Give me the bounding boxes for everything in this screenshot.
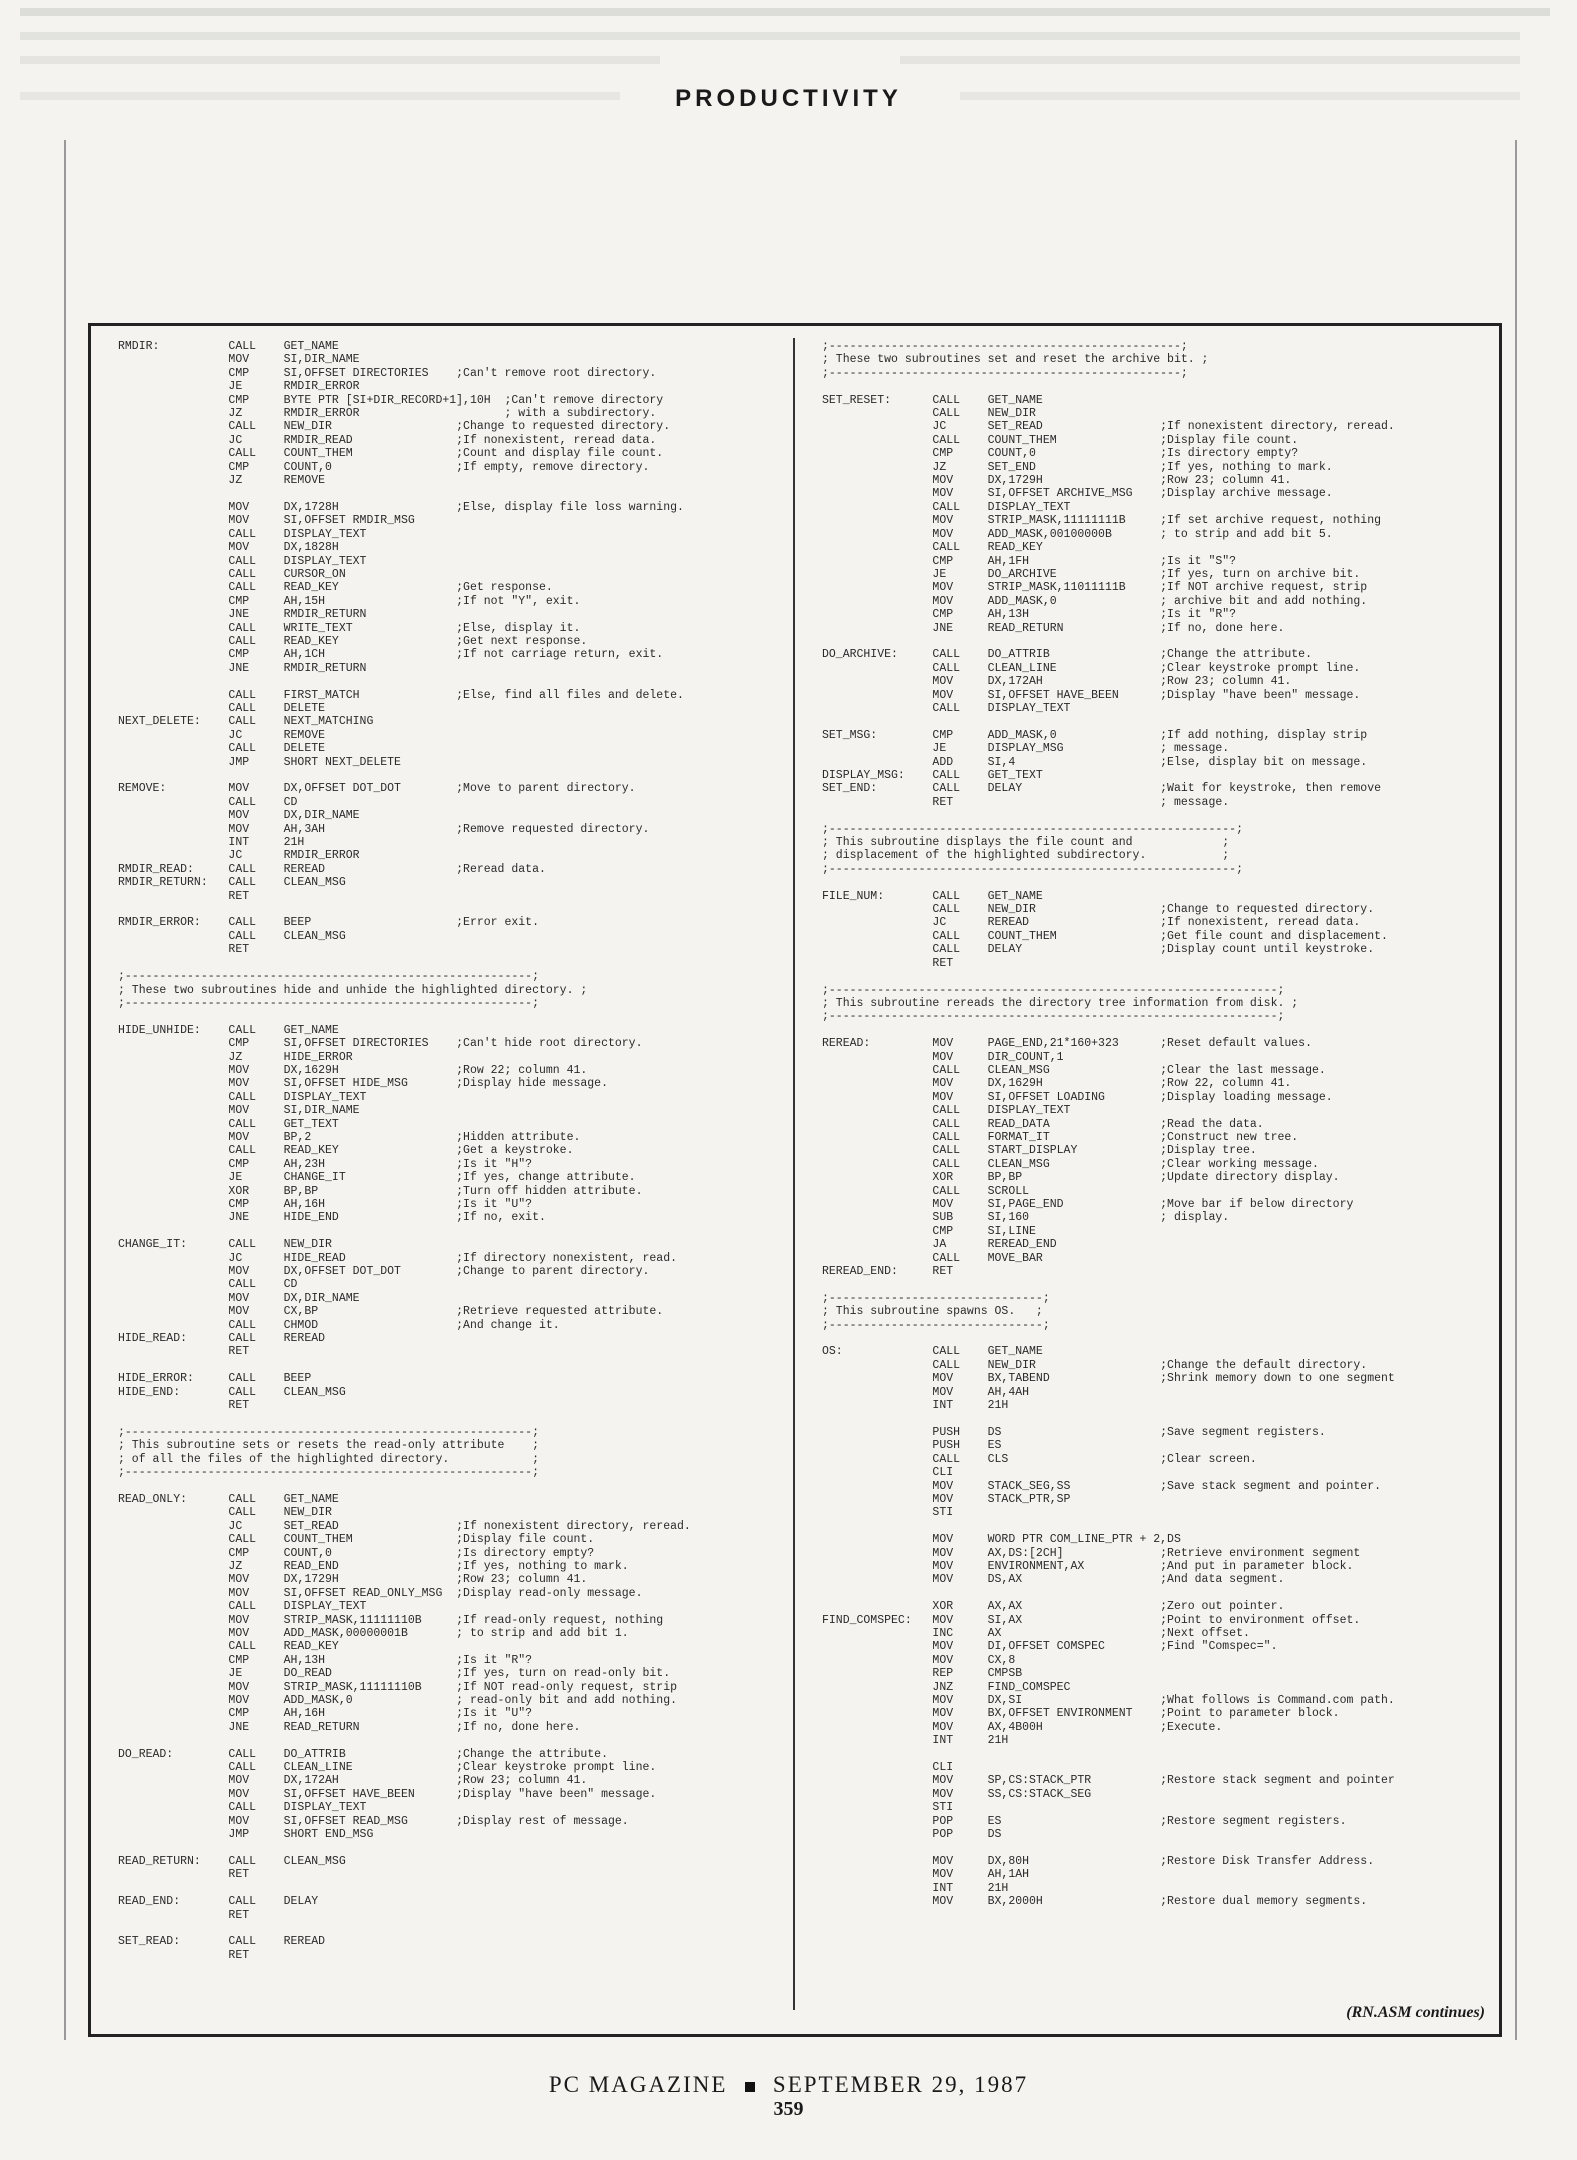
code-line: OS: CALL GET_NAME — [822, 1345, 1043, 1359]
code-line: CALL CHMOD ;And change it. — [118, 1318, 560, 1332]
code-line: CMP COUNT,0 ;Is directory empty? — [822, 447, 1299, 461]
code-line: MOV SI,OFFSET HAVE_BEEN ;Display "have been" message. — [118, 1787, 657, 1801]
code-line: MOV WORD PTR COM_LINE_PTR + 2,DS — [822, 1533, 1181, 1547]
code-line: MOV STRIP_MASK,11111111B ;If set archive request, nothing — [822, 514, 1381, 528]
code-line — [822, 635, 1494, 648]
code-line: MOV SI,DIR_NAME — [118, 353, 360, 367]
code-line: MOV SS,CS:STACK_SEG — [822, 1787, 1092, 1801]
issue-date: SEPTEMBER 29, 1987 — [772, 2072, 1029, 2097]
code-line: SET_MSG: CMP ADD_MASK,0 ;If add nothing, display strip — [822, 728, 1368, 742]
code-line — [822, 1587, 1494, 1600]
code-line: MOV CX,BP ;Retrieve requested attribute. — [118, 1305, 664, 1319]
code-line: CALL CLEAN_MSG ;Clear the last message. — [822, 1063, 1326, 1077]
code-line: CALL READ_KEY — [822, 541, 1043, 555]
code-line: CALL DISPLAY_TEXT — [118, 554, 367, 568]
code-line: HIDE_UNHIDE: CALL GET_NAME — [118, 1023, 339, 1037]
code-line: MOV SI,PAGE_END ;Move bar if below directory — [822, 1198, 1354, 1211]
code-line: CALL START_DISPLAY ;Display tree. — [822, 1144, 1257, 1158]
code-line: ; This subroutine rereads the directory tree information from disk. ; — [822, 996, 1299, 1010]
code-line: CALL GET_TEXT — [118, 1117, 339, 1131]
code-line — [822, 970, 1494, 983]
code-line: PUSH DS ;Save segment registers. — [822, 1425, 1326, 1439]
code-line: JE RMDIR_ERROR — [118, 380, 360, 394]
code-line: INT 21H — [822, 1399, 1009, 1413]
code-line: REREAD: MOV PAGE_END,21*160+323 ;Reset default values. — [822, 1037, 1312, 1051]
code-line: CALL READ_KEY ;Get response. — [118, 581, 553, 595]
code-line: CALL NEW_DIR ;Change to requested directory. — [822, 903, 1375, 917]
code-line: MOV ADD_MASK,0 ; read-only bit and add nothing. — [118, 1694, 677, 1708]
code-line: CALL MOVE_BAR — [822, 1251, 1043, 1265]
code-line — [118, 903, 778, 916]
code-line: CMP BYTE PTR [SI+DIR_RECORD+1],10H ;Can't remove directory — [118, 393, 664, 407]
code-line — [118, 675, 778, 688]
bullet-icon — [745, 2082, 755, 2092]
code-line: CMP COUNT,0 ;If empty, remove directory. — [118, 460, 650, 474]
code-line: CALL COUNT_THEM ;Display file count. — [118, 1533, 595, 1547]
code-line — [822, 1413, 1494, 1426]
code-line: JMP SHORT NEXT_DELETE — [118, 755, 401, 769]
code-line — [118, 1922, 778, 1935]
column-divider — [793, 338, 795, 2010]
code-line — [822, 1332, 1494, 1345]
code-line: CALL CLEAN_MSG ;Clear working message. — [822, 1157, 1319, 1171]
code-line: RMDIR_ERROR: CALL BEEP ;Error exit. — [118, 916, 539, 930]
code-line: FIND_COMSPEC: MOV SI,AX ;Point to environment offset. — [822, 1613, 1361, 1627]
code-line: ; This subroutine displays the file count and ; — [822, 836, 1230, 850]
code-line: CLI — [822, 1466, 954, 1480]
code-line: CALL DELETE — [118, 742, 326, 756]
section-header: PRODUCTIVITY — [675, 85, 902, 112]
code-line: HIDE_END: CALL CLEAN_MSG — [118, 1385, 346, 1399]
code-line: MOV STRIP_MASK,11011111B ;If NOT archive request, strip — [822, 581, 1368, 595]
code-line — [822, 1278, 1494, 1291]
code-line — [118, 487, 778, 500]
code-line: MOV BX,OFFSET ENVIRONMENT ;Point to parameter block. — [822, 1707, 1340, 1721]
code-line: MOV CX,8 — [822, 1653, 1016, 1667]
code-line: JC RMDIR_ERROR — [118, 849, 360, 863]
code-line: MOV STRIP_MASK,11111110B ;If read-only request, nothing — [118, 1613, 664, 1627]
listing-column-left — [118, 340, 778, 2030]
code-line: JNE HIDE_END ;If no, exit. — [118, 1211, 546, 1225]
code-line: MOV DX,80H ;Restore Disk Transfer Address. — [822, 1854, 1375, 1868]
code-line: ;-----------------------------------------------------------; — [822, 822, 1243, 836]
code-line: CALL DISPLAY_TEXT — [118, 527, 367, 541]
code-line: POP DS — [822, 1828, 1002, 1842]
code-line: CALL COUNT_THEM ;Display file count. — [822, 433, 1299, 447]
code-line — [822, 1024, 1494, 1037]
code-line: ; This subroutine spawns OS. ; — [822, 1305, 1043, 1319]
code-line: RET — [118, 1868, 250, 1882]
code-line: RET — [822, 956, 954, 970]
code-line: JZ SET_END ;If yes, nothing to mark. — [822, 460, 1333, 474]
code-line: CALL CD — [118, 795, 298, 809]
code-line: RET — [118, 1908, 250, 1922]
code-line — [822, 380, 1494, 393]
code-line: ; of all the files of the highlighted directory. ; — [118, 1452, 539, 1466]
code-line: JNE RMDIR_RETURN — [118, 661, 367, 675]
code-line: CALL NEW_DIR ;Change to requested directory. — [118, 420, 671, 434]
code-line: RET — [118, 1345, 250, 1359]
code-line: PUSH ES — [822, 1439, 1002, 1453]
code-line: HIDE_READ: CALL REREAD — [118, 1332, 326, 1346]
code-line: MOV DX,DIR_NAME — [118, 809, 360, 823]
code-line: CALL CLEAN_LINE ;Clear keystroke prompt line. — [822, 661, 1361, 675]
code-line — [118, 1842, 778, 1855]
code-line: ;-----------------------------------------------------------; — [118, 1425, 539, 1439]
code-line: MOV DX,172AH ;Row 23; column 41. — [118, 1774, 588, 1788]
code-line: CMP AH,16H ;Is it "U"? — [118, 1198, 533, 1211]
code-line: CALL CLS ;Clear screen. — [822, 1452, 1257, 1466]
code-line: DO_READ: CALL DO_ATTRIB ;Change the attribute. — [118, 1747, 608, 1761]
code-line: MOV DX,1629H ;Row 22, column 41. — [822, 1077, 1292, 1091]
code-line: ; These two subroutines hide and unhide the highlighted directory. ; — [118, 983, 588, 997]
code-line: RMDIR: CALL GET_NAME — [118, 340, 339, 353]
code-line: MOV BP,2 ;Hidden attribute. — [118, 1130, 581, 1144]
code-line: CALL CURSOR_ON — [118, 567, 346, 581]
code-line: CALL FIRST_MATCH ;Else, find all files and delete. — [118, 688, 684, 702]
code-line: CMP AH,13H ;Is it "R"? — [118, 1653, 533, 1667]
code-line: CALL DISPLAY_TEXT — [822, 701, 1071, 715]
code-line: JNZ FIND_COMSPEC — [822, 1680, 1071, 1694]
code-line: JE CHANGE_IT ;If yes, change attribute. — [118, 1171, 636, 1185]
code-line: MOV SI,DIR_NAME — [118, 1104, 360, 1118]
code-line: CALL DISPLAY_TEXT — [118, 1600, 367, 1614]
code-line — [118, 1413, 778, 1426]
code-line: ;-----------------------------------------------------------------; — [822, 983, 1285, 997]
code-line: ;-------------------------------; — [822, 1318, 1050, 1332]
code-line: RET — [118, 889, 250, 903]
code-line: MOV ADD_MASK,00100000B ; to strip and add bit 5. — [822, 527, 1333, 541]
code-line — [118, 1359, 778, 1372]
code-line: JE DO_ARCHIVE ;If yes, turn on archive bit. — [822, 567, 1361, 581]
code-line: MOV DX,1728H ;Else, display file loss warning. — [118, 500, 684, 514]
code-line: CALL DISPLAY_TEXT — [118, 1090, 367, 1104]
code-line: MOV DX,1629H ;Row 22; column 41. — [118, 1063, 588, 1077]
code-line — [118, 769, 778, 782]
code-line: INT 21H — [822, 1881, 1009, 1895]
code-line: JZ REMOVE — [118, 474, 326, 488]
code-line: JNE READ_RETURN ;If no, done here. — [118, 1720, 581, 1734]
code-line: CALL READ_KEY ;Get a keystroke. — [118, 1144, 574, 1158]
code-line: RET ; message. — [822, 795, 1230, 809]
code-line — [118, 1010, 778, 1023]
code-line: INT 21H — [118, 836, 305, 850]
code-line: INC AX ;Next offset. — [822, 1627, 1250, 1640]
code-line: CALL DISPLAY_TEXT — [822, 1104, 1071, 1118]
code-line: MOV BX,2000H ;Restore dual memory segments. — [822, 1895, 1368, 1909]
code-line: CMP SI,OFFSET DIRECTORIES ;Can't hide root directory. — [118, 1037, 643, 1051]
code-line: RET — [118, 943, 250, 957]
code-line: MOV AH,3AH ;Remove requested directory. — [118, 822, 650, 836]
code-line: CMP AH,16H ;Is it "U"? — [118, 1707, 533, 1721]
code-line: CMP AH,1FH ;Is it "S"? — [822, 554, 1237, 568]
margin-rule-left — [64, 140, 66, 2040]
code-line — [822, 876, 1494, 889]
code-line: JZ HIDE_ERROR — [118, 1050, 353, 1064]
code-line: MOV AH,4AH — [822, 1385, 1030, 1399]
margin-rule-right — [1515, 140, 1517, 2040]
code-line: JC REREAD ;If nonexistent, reread data. — [822, 916, 1361, 930]
code-line: MOV DX,OFFSET DOT_DOT ;Change to parent directory. — [118, 1265, 650, 1279]
code-line: REP CMPSB — [822, 1667, 1023, 1681]
code-line: CALL READ_KEY ;Get next response. — [118, 634, 588, 648]
magazine-name: PC MAGAZINE — [548, 2072, 728, 2097]
code-line: MOV STACK_SEG,SS ;Save stack segment and pointer. — [822, 1479, 1381, 1493]
code-line: CALL DELAY ;Display count until keystroke. — [822, 943, 1375, 957]
code-line: CMP AH,1CH ;If not carriage return, exit. — [118, 648, 664, 662]
code-line: JC REMOVE — [118, 728, 326, 742]
code-line: CALL NEW_DIR — [118, 1506, 332, 1520]
code-line: ;-----------------------------------------------------------; — [118, 970, 539, 984]
code-line: CALL NEW_DIR ;Change the default directory. — [822, 1358, 1368, 1372]
code-line: SET_END: CALL DELAY ;Wait for keystroke, then remove — [822, 782, 1381, 796]
code-line — [118, 1734, 778, 1747]
code-line: MOV SI,OFFSET LOADING ;Display loading message. — [822, 1090, 1333, 1104]
code-line: MOV DX,1828H — [118, 541, 339, 555]
code-line: SET_RESET: CALL GET_NAME — [822, 393, 1043, 407]
code-line: MOV AH,1AH — [822, 1868, 1030, 1882]
code-line: MOV AX,4B00H ;Execute. — [822, 1720, 1223, 1734]
code-line: JC SET_READ ;If nonexistent directory, reread. — [118, 1519, 691, 1533]
code-line: INT 21H — [822, 1734, 1009, 1748]
code-line: CMP COUNT,0 ;Is directory empty? — [118, 1546, 595, 1560]
code-line: HIDE_ERROR: CALL BEEP — [118, 1372, 312, 1386]
code-line: MOV STACK_PTR,SP — [822, 1492, 1071, 1506]
code-line: JNE READ_RETURN ;If no, done here. — [822, 621, 1285, 635]
code-line: STI — [822, 1506, 954, 1520]
code-line: ;---------------------------------------------------; — [822, 366, 1188, 380]
code-line: CALL DISPLAY_TEXT — [822, 500, 1071, 514]
code-line: ; This subroutine sets or resets the read-only attribute ; — [118, 1439, 539, 1453]
code-line: CALL WRITE_TEXT ;Else, display it. — [118, 621, 581, 635]
code-line: ;-----------------------------------------------------------; — [822, 862, 1243, 876]
code-line: CALL DELETE — [118, 701, 326, 715]
code-line: MOV STRIP_MASK,11111110B ;If NOT read-only request, strip — [118, 1680, 677, 1694]
code-line: SET_READ: CALL REREAD — [118, 1935, 326, 1949]
code-line — [822, 1842, 1494, 1855]
code-line: CALL COUNT_THEM ;Count and display file count. — [118, 447, 664, 461]
code-line: SUB SI,160 ; display. — [822, 1211, 1230, 1225]
code-line: JC RMDIR_READ ;If nonexistent, reread data. — [118, 433, 657, 447]
code-line: MOV DX,1729H ;Row 23; column 41. — [822, 474, 1292, 488]
listing-column-right — [822, 340, 1494, 2000]
code-line: CALL SCROLL — [822, 1184, 1030, 1198]
code-line: MOV ADD_MASK,0 ; archive bit and add nothing. — [822, 594, 1368, 608]
code-line: JE DISPLAY_MSG ; message. — [822, 742, 1230, 756]
code-line: JA REREAD_END — [822, 1238, 1057, 1252]
code-line: ; displacement of the highlighted subdirectory. ; — [822, 849, 1230, 863]
code-line: JC SET_READ ;If nonexistent directory, reread. — [822, 420, 1395, 434]
code-line: RMDIR_READ: CALL REREAD ;Reread data. — [118, 862, 546, 876]
code-line: MOV ADD_MASK,00000001B ; to strip and add bit 1. — [118, 1627, 629, 1640]
code-line — [118, 1882, 778, 1895]
code-line: ;-----------------------------------------------------------; — [118, 1466, 539, 1480]
code-line: JZ RMDIR_ERROR ; with a subdirectory. — [118, 407, 657, 421]
code-line: MOV DS,AX ;And data segment. — [822, 1573, 1285, 1587]
code-line — [118, 1480, 778, 1493]
code-line: CALL FORMAT_IT ;Construct new tree. — [822, 1130, 1299, 1144]
code-line: XOR AX,AX ;Zero out pointer. — [822, 1600, 1285, 1614]
code-line: ;-----------------------------------------------------------; — [118, 996, 539, 1010]
code-line: RMDIR_RETURN: CALL CLEAN_MSG — [118, 876, 346, 890]
code-line: CALL CD — [118, 1278, 298, 1292]
code-line: MOV DX,DIR_NAME — [118, 1291, 360, 1305]
code-line: MOV SI,OFFSET READ_ONLY_MSG ;Display read-only message. — [118, 1586, 643, 1600]
code-line — [118, 957, 778, 970]
page-footer — [0, 2072, 1577, 2098]
code-line: MOV DX,172AH ;Row 23; column 41. — [822, 675, 1292, 689]
code-line: ;---------------------------------------------------; — [822, 340, 1188, 353]
code-line — [822, 1748, 1494, 1761]
code-line: CALL READ_DATA ;Read the data. — [822, 1117, 1264, 1131]
code-line: MOV DX,SI ;What follows is Command.com path. — [822, 1694, 1395, 1708]
code-line: MOV DIR_COUNT,1 — [822, 1050, 1064, 1064]
code-line: CMP AH,23H ;Is it "H"? — [118, 1157, 533, 1171]
code-line: MOV SI,OFFSET HIDE_MSG ;Display hide message. — [118, 1077, 608, 1091]
code-line: CMP SI,LINE — [822, 1224, 1036, 1238]
code-line: MOV SI,OFFSET HAVE_BEEN ;Display "have been" message. — [822, 688, 1361, 702]
code-line: CMP AH,15H ;If not "Y", exit. — [118, 594, 581, 608]
code-line: CALL NEW_DIR — [822, 407, 1036, 421]
code-line: STI — [822, 1801, 954, 1815]
code-line — [118, 1225, 778, 1238]
code-line: DO_ARCHIVE: CALL DO_ATTRIB ;Change the attribute. — [822, 648, 1312, 662]
code-line: READ_RETURN: CALL CLEAN_MSG — [118, 1854, 346, 1868]
code-line: FILE_NUM: CALL GET_NAME — [822, 889, 1043, 903]
code-line: JNE RMDIR_RETURN — [118, 608, 367, 622]
code-line: POP ES ;Restore segment registers. — [822, 1814, 1347, 1828]
code-line: MOV BX,TABEND ;Shrink memory down to one segment — [822, 1372, 1395, 1386]
page-number: 359 — [773, 2098, 804, 2120]
continued-note: (RN.ASM continues) — [1346, 2004, 1485, 2021]
code-line: READ_ONLY: CALL GET_NAME — [118, 1492, 339, 1506]
code-line: JE DO_READ ;If yes, turn on read-only bit. — [118, 1667, 671, 1681]
code-line: MOV SI,OFFSET ARCHIVE_MSG ;Display archive message. — [822, 487, 1333, 501]
code-line: READ_END: CALL DELAY — [118, 1895, 319, 1909]
code-line — [822, 1520, 1494, 1533]
code-line: ;-----------------------------------------------------------------; — [822, 1010, 1285, 1024]
code-line — [822, 809, 1494, 822]
code-line: CALL DISPLAY_TEXT — [118, 1801, 367, 1815]
code-line: RET — [118, 1399, 250, 1413]
code-line: MOV AX,DS:[2CH] ;Retrieve environment segment — [822, 1546, 1361, 1560]
code-line: CLI — [822, 1761, 954, 1775]
code-line: NEXT_DELETE: CALL NEXT_MATCHING — [118, 715, 374, 729]
code-line: RET — [118, 1948, 250, 1962]
code-line: MOV ENVIRONMENT,AX ;And put in parameter block. — [822, 1559, 1354, 1573]
code-line: MOV DI,OFFSET COMSPEC ;Find "Comspec=". — [822, 1640, 1278, 1654]
code-line: CALL READ_KEY — [118, 1640, 339, 1654]
code-line: ADD SI,4 ;Else, display bit on message. — [822, 755, 1368, 769]
code-line: REREAD_END: RET — [822, 1265, 954, 1279]
code-line — [822, 715, 1494, 728]
code-line: DISPLAY_MSG: CALL GET_TEXT — [822, 769, 1043, 782]
code-line: XOR BP,BP ;Update directory display. — [822, 1171, 1340, 1185]
code-line: JMP SHORT END_MSG — [118, 1828, 374, 1842]
code-line: MOV DX,1729H ;Row 23; column 41. — [118, 1573, 588, 1587]
code-line: JZ READ_END ;If yes, nothing to mark. — [118, 1559, 629, 1573]
code-line: MOV SI,OFFSET RMDIR_MSG — [118, 514, 415, 528]
code-line: MOV SI,OFFSET READ_MSG ;Display rest of message. — [118, 1814, 629, 1828]
code-line: CMP SI,OFFSET DIRECTORIES ;Can't remove root directory. — [118, 366, 657, 380]
code-line: CMP AH,13H ;Is it "R"? — [822, 608, 1237, 622]
code-line: ;-------------------------------; — [822, 1291, 1050, 1305]
code-line: CALL CLEAN_MSG — [118, 929, 346, 943]
code-line: JC HIDE_READ ;If directory nonexistent, read. — [118, 1251, 677, 1265]
code-line: MOV SP,CS:STACK_PTR ;Restore stack segment and pointer — [822, 1774, 1395, 1788]
code-line: REMOVE: MOV DX,OFFSET DOT_DOT ;Move to parent directory. — [118, 782, 636, 796]
code-line: CHANGE_IT: CALL NEW_DIR — [118, 1238, 332, 1252]
code-line: XOR BP,BP ;Turn off hidden attribute. — [118, 1184, 643, 1198]
code-line: CALL COUNT_THEM ;Get file count and displacement. — [822, 929, 1388, 943]
code-line: CALL CLEAN_LINE ;Clear keystroke prompt line. — [118, 1761, 657, 1775]
code-line: ; These two subroutines set and reset the archive bit. ; — [822, 353, 1209, 367]
